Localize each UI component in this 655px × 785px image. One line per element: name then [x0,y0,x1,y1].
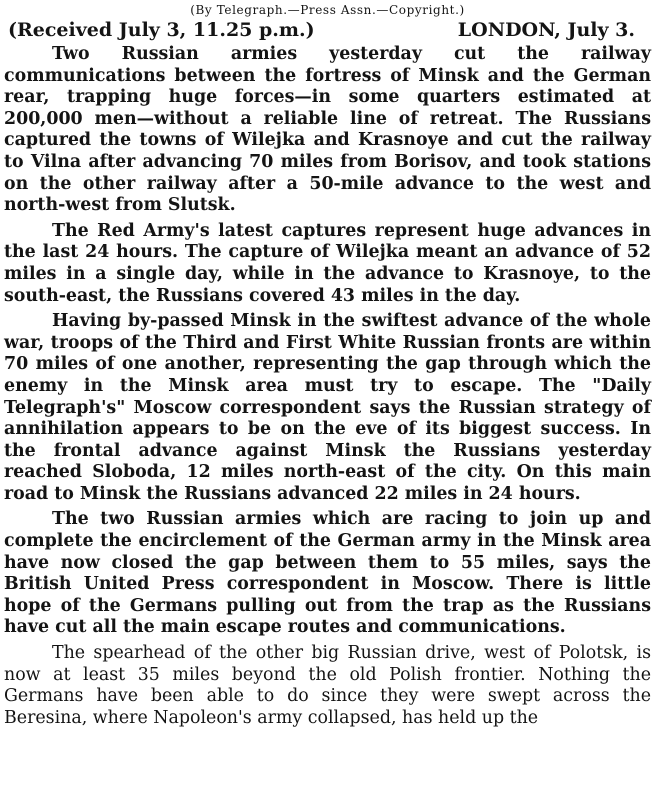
received-time: (Received July 3, 11.25 p.m.) [8,19,315,41]
paragraph-2: The Red Army's latest captures represent huge advances in the last 24 hours. The capture of Wilejka meant an advance of 52 miles in a single day, while in the advance to Krasnoye, to the south-east, the Russians covered 43 miles in the day. [4,220,651,306]
article-body [0,44,655,729]
paragraph-5: The spearhead of the other big Russian drive, west of Polotsk, is now at least 35 miles beyond the old Polish frontier. Nothing the Germans have been able to do since they were swept across the Beresina, where Napoleon's army collapsed, has held up the [4,643,651,728]
paragraph-4: The two Russian armies which are racing to join up and complete the encirclement of the German army in the Minsk area have now closed the gap between them to 55 miles, says the British United Press correspondent in Moscow. There is little hope of the Germans pulling out from the trap as the Russians have cut all the main escape routes and communications. [4,509,651,638]
paragraph-1: Two Russian armies yesterday cut the railway communications between the fortress of Minsk and the German rear, trapping huge forces—in some quarters estimated at 200,000 men—without a reliable line of retreat. The Russians captured the towns of Wilejka and Krasnoye and cut the railway to Vilna after advancing 70 miles from Borisov, and took stations on the other railway after a 50-mile advance to the west and north-west from Slutsk. [4,44,651,216]
paragraph-3: Having by-passed Minsk in the swiftest advance of the whole war, troops of the Third and First White Russian fronts are within 70 miles of one another, representing the gap through which the enemy in the Minsk area must try to escape. The "Daily Telegraph's" Moscow correspondent says the Russian strategy of annihilation appears to be on the eve of its biggest success. In the frontal advance against Minsk the Russians yesterday reached Sloboda, 12 miles north-east of the city. On this main road to Minsk the Russians advanced 22 miles in 24 hours. [4,311,651,504]
wire-credit: (By Telegraph.—Press Assn.—Copyright.) [190,3,465,17]
location-date: LONDON, July 3. [457,19,635,41]
dateline-row [0,18,655,44]
